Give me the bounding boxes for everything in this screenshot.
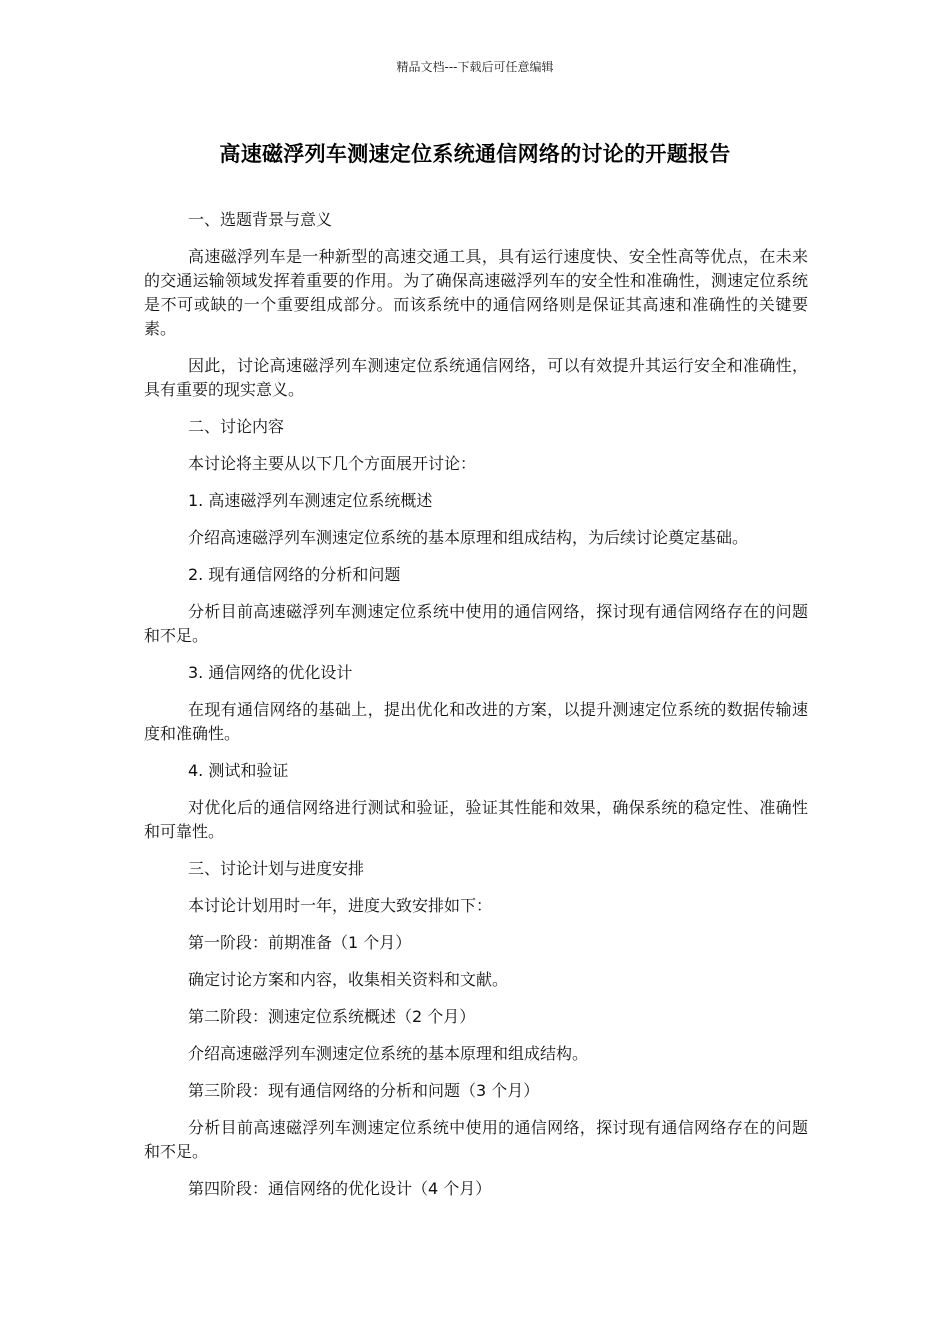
section-heading-schedule: 三、讨论计划与进度安排 xyxy=(188,859,365,878)
phase-heading: 第四阶段：通信网络的优化设计（4 个月） xyxy=(188,1179,492,1198)
phase-heading: 第二阶段：测速定位系统概述（2 个月） xyxy=(188,1007,476,1026)
paragraph-background: 高速磁浮列车是一种新型的高速交通工具，具有运行速度快、安全性高等优点，在未来的交通运输领域发挥着重要的作用。为了确保高速磁浮列车的安全性和准确性，测速定位系统是不可或缺的一个重要组成部分。而该系统中的通信网络则是保证其高速和准确性的关键要素。 xyxy=(144,247,808,338)
header-note: 精品文档---下载后可任意编辑 xyxy=(396,60,554,74)
paragraph-significance: 因此，讨论高速磁浮列车测速定位系统通信网络，可以有效提升其运行安全和准确性，具有重要的现实意义。 xyxy=(144,356,808,399)
section-heading-content: 二、讨论内容 xyxy=(188,417,285,436)
list-item-heading: 4. 测试和验证 xyxy=(188,761,289,780)
list-item-heading: 2. 现有通信网络的分析和问题 xyxy=(188,565,401,584)
document-title: 高速磁浮列车测速定位系统通信网络的讨论的开题报告 xyxy=(219,142,731,166)
paragraph-content-intro: 本讨论将主要从以下几个方面展开讨论： xyxy=(188,454,477,473)
phase-heading: 第一阶段：前期准备（1 个月） xyxy=(188,933,412,952)
list-item-text: 分析目前高速磁浮列车测速定位系统中使用的通信网络，探讨现有通信网络存在的问题和不足。 xyxy=(144,602,808,645)
phase-text: 确定讨论方案和内容，收集相关资料和文献。 xyxy=(188,970,509,989)
list-item-text: 在现有通信网络的基础上，提出优化和改进的方案，以提升测速定位系统的数据传输速度和准确性。 xyxy=(144,700,808,743)
list-item-text: 对优化后的通信网络进行测试和验证，验证其性能和效果，确保系统的稳定性、准确性和可靠性。 xyxy=(144,798,808,841)
phase-text: 分析目前高速磁浮列车测速定位系统中使用的通信网络，探讨现有通信网络存在的问题和不足。 xyxy=(144,1118,808,1161)
document-body xyxy=(144,208,808,1214)
phase-heading: 第三阶段：现有通信网络的分析和问题（3 个月） xyxy=(188,1081,540,1100)
list-item-heading: 1. 高速磁浮列车测速定位系统概述 xyxy=(188,491,433,510)
list-item-text: 介绍高速磁浮列车测速定位系统的基本原理和组成结构，为后续讨论奠定基础。 xyxy=(188,528,749,547)
section-heading-background: 一、选题背景与意义 xyxy=(188,210,333,229)
list-item-heading: 3. 通信网络的优化设计 xyxy=(188,663,353,682)
paragraph-schedule-intro: 本讨论计划用时一年，进度大致安排如下： xyxy=(188,896,493,915)
phase-text: 介绍高速磁浮列车测速定位系统的基本原理和组成结构。 xyxy=(188,1044,589,1063)
